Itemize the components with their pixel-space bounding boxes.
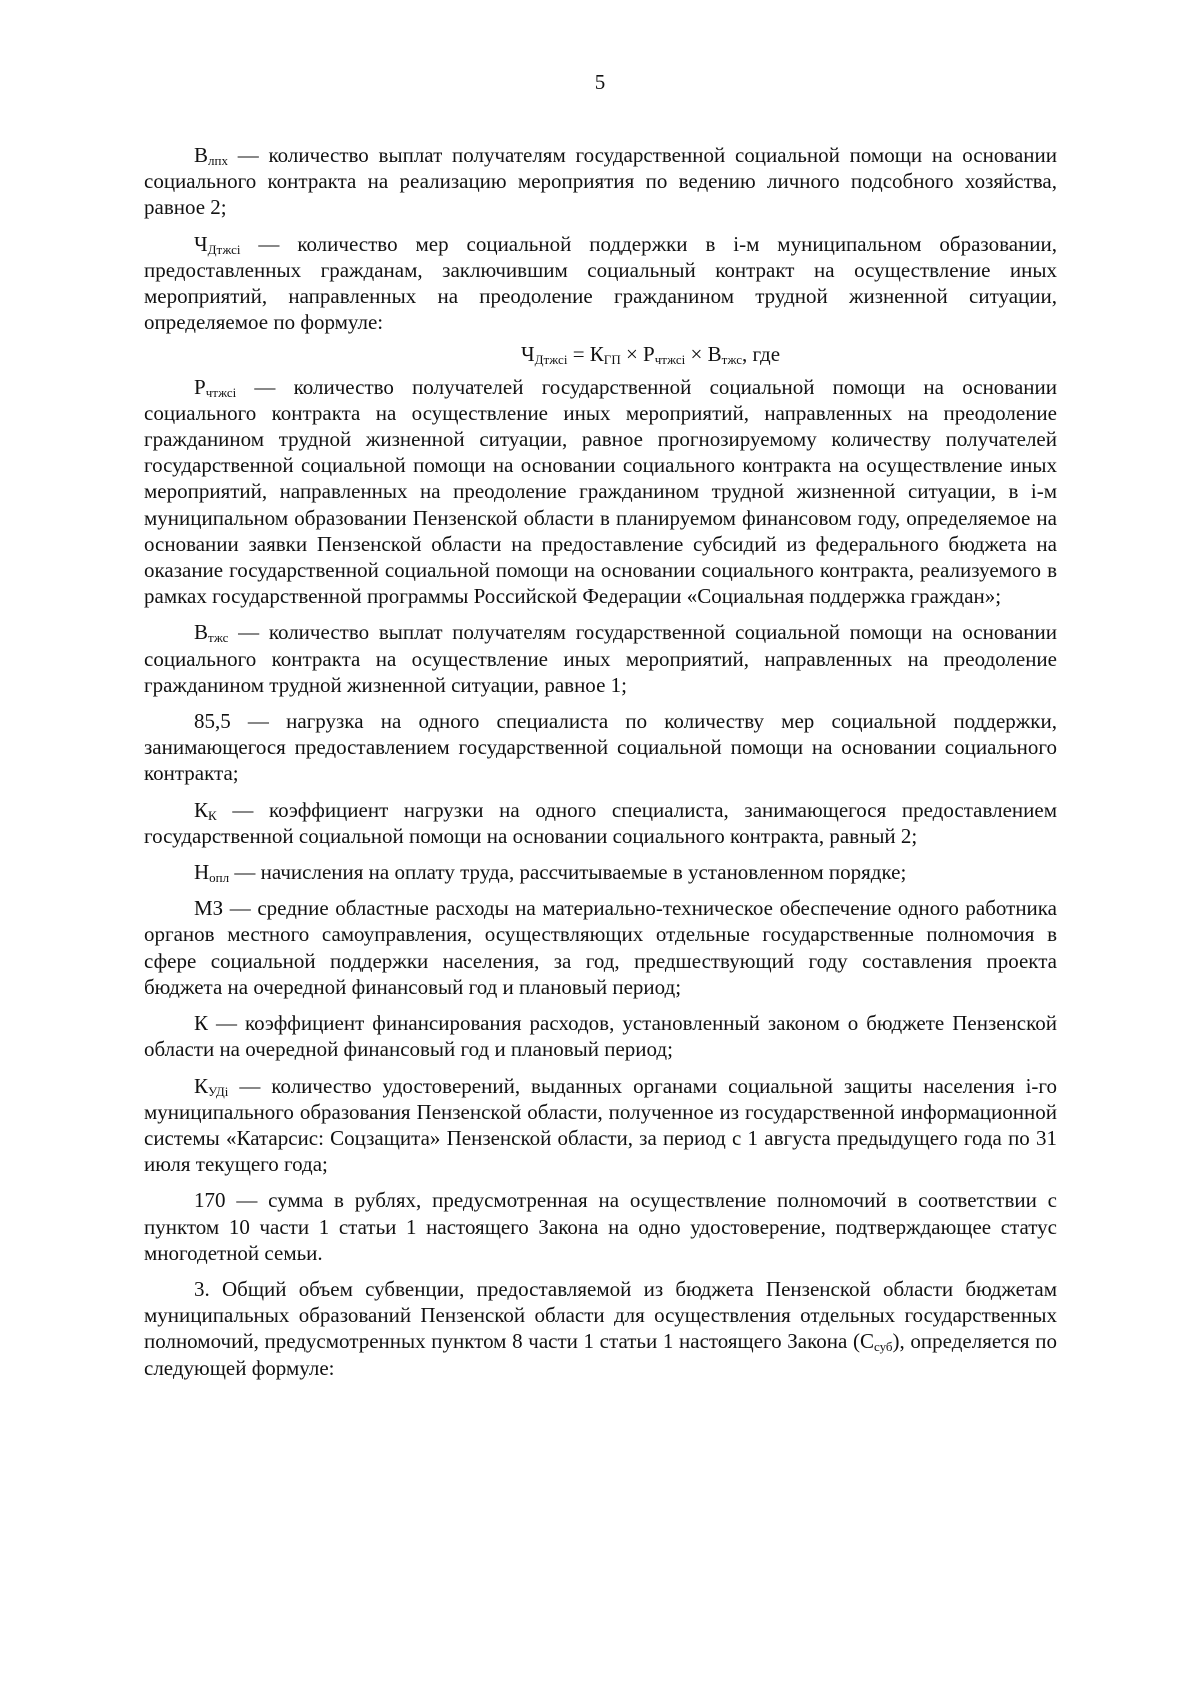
definition-text: МЗ — средние областные расходы на материально-техническое обеспечение одного работника органов местного самоуправления, осуществляющих отдельные государственные полномочия в сфере социальной поддержки населения, за год, предшествующий году составления проекта бюджета на очередной финансовый год и плановый период; — [144, 896, 1057, 999]
definition-text: 170 — сумма в рублях, предусмотренная на осуществление полномочий в соответствии с пунктом 10 части 1 статьи 1 настоящего Закона на одно удостоверение, подтверждающее статус многодетной семьи. — [144, 1188, 1057, 1265]
symbol-subscript: К — [208, 807, 217, 823]
symbol-subscript: УДi — [208, 1083, 229, 1099]
definition-text: К — коэффициент финансирования расходов, установленный законом о бюджете Пензенской области на очередной финансовый год и плановый период; — [144, 1011, 1057, 1062]
document-body — [144, 142, 1057, 1391]
definition-text: — начисления на оплату труда, рассчитываемые в установленном порядке; — [229, 860, 907, 885]
definition-text: — коэффициент нагрузки на одного специалиста, занимающегося предоставлением государственной социальной помощи на основании социального контракта, равный 2; — [144, 797, 1057, 848]
page-number: 5 — [594, 70, 606, 94]
symbol: В — [194, 620, 209, 645]
definition-k-ud — [144, 1073, 1057, 1178]
definition-v-lph — [144, 142, 1057, 221]
symbol-subscript: суб — [873, 1339, 893, 1355]
definition-mz — [144, 895, 1057, 1000]
definition-text: — количество получателей государственной социальной помощи на основании социального контракта на осуществление иных мероприятий, направленных на преодоление гражданином трудной жизненной ситуации, равное прогнозируемому количеству получателей государственной социальной помощи на основании социального контракта на осуществление иных мероприятий, направленных на преодоление гражданином трудной жизненной ситуации, в i-м муниципальном образовании Пензенской области в планируемом финансовом году, определяемое на основании заявки Пензенской области на предоставление субсидий из федерального бюджета на оказание государственной социальной помощи на основании социального контракта, реализуемого в рамках государственной программы Российской Федерации «Социальная поддержка граждан»; — [144, 374, 1057, 609]
symbol: Р — [194, 374, 206, 399]
definition-n-opl — [144, 859, 1057, 885]
definition-text: — количество удостоверений, выданных органами социальной защиты населения i-го муниципального образования Пензенской области, полученное из государственной информационной системы «Катарсис: Соцзащита» Пензенской области, за период с 1 августа предыдущего года по 31 июля текущего года; — [144, 1073, 1057, 1177]
paragraph-text: 3. Общий объем субвенции, предоставляемой из бюджета Пензенской области бюджетам муниципальных образований Пензенской области для осуществления отдельных государственных полномочий, предусмотренных пунктом 8 части 1 статьи 1 настоящего Закона (С — [144, 1276, 1057, 1354]
symbol-subscript: опл — [209, 870, 230, 886]
symbol: К — [194, 1073, 209, 1098]
definition-ch-dtzhs — [144, 231, 1057, 336]
symbol-subscript: Дтжсi — [207, 241, 241, 257]
definition-k-k — [144, 797, 1057, 849]
symbol: В — [194, 143, 209, 167]
symbol-subscript: лпх — [208, 153, 228, 168]
definition-load-85-5 — [144, 708, 1057, 787]
definition-text: 85,5 — нагрузка на одного специалиста по количеству мер социальной поддержки, занимающегося предоставлением государственной социальной помощи на основании социального контракта; — [144, 709, 1057, 786]
definition-v-tzhs — [144, 619, 1057, 698]
definition-text: — количество выплат получателям государственной социальной помощи на основании социального контракта на реализацию мероприятия по ведению личного подсобного хозяйства, равное 2; — [144, 143, 1057, 220]
paragraph-text-end: ), определяется по следующей формуле: — [144, 1329, 1057, 1380]
formula-ch-dtzhs: $Ч_{Дтжсi} = К_{ГП} \times Р_{чтжсi} \times В_{тжс}$, где — [520, 342, 781, 368]
definition-k — [144, 1010, 1057, 1062]
symbol: К — [194, 797, 209, 822]
definition-r-chtzhs — [144, 374, 1057, 610]
symbol-subscript: тжс — [208, 630, 229, 646]
symbol: Н — [194, 860, 210, 885]
definition-text: — количество мер социальной поддержки в i-м муниципальном образовании, предоставленных гражданам, заключившим социальный контракт на осуществление иных мероприятий, направленных на преодоление гражданином трудной жизненной ситуации, определяемое по формуле: — [144, 231, 1057, 335]
definition-170 — [144, 1187, 1057, 1266]
definition-text: — количество выплат получателям государственной социальной помощи на основании социального контракта на осуществление иных мероприятий, направленных на преодоление гражданином трудной жизненной ситуации, равное 1; — [144, 620, 1057, 697]
symbol: Ч — [194, 231, 208, 256]
symbol-subscript: чтжсi — [205, 384, 237, 400]
section-3-paragraph — [144, 1276, 1057, 1381]
